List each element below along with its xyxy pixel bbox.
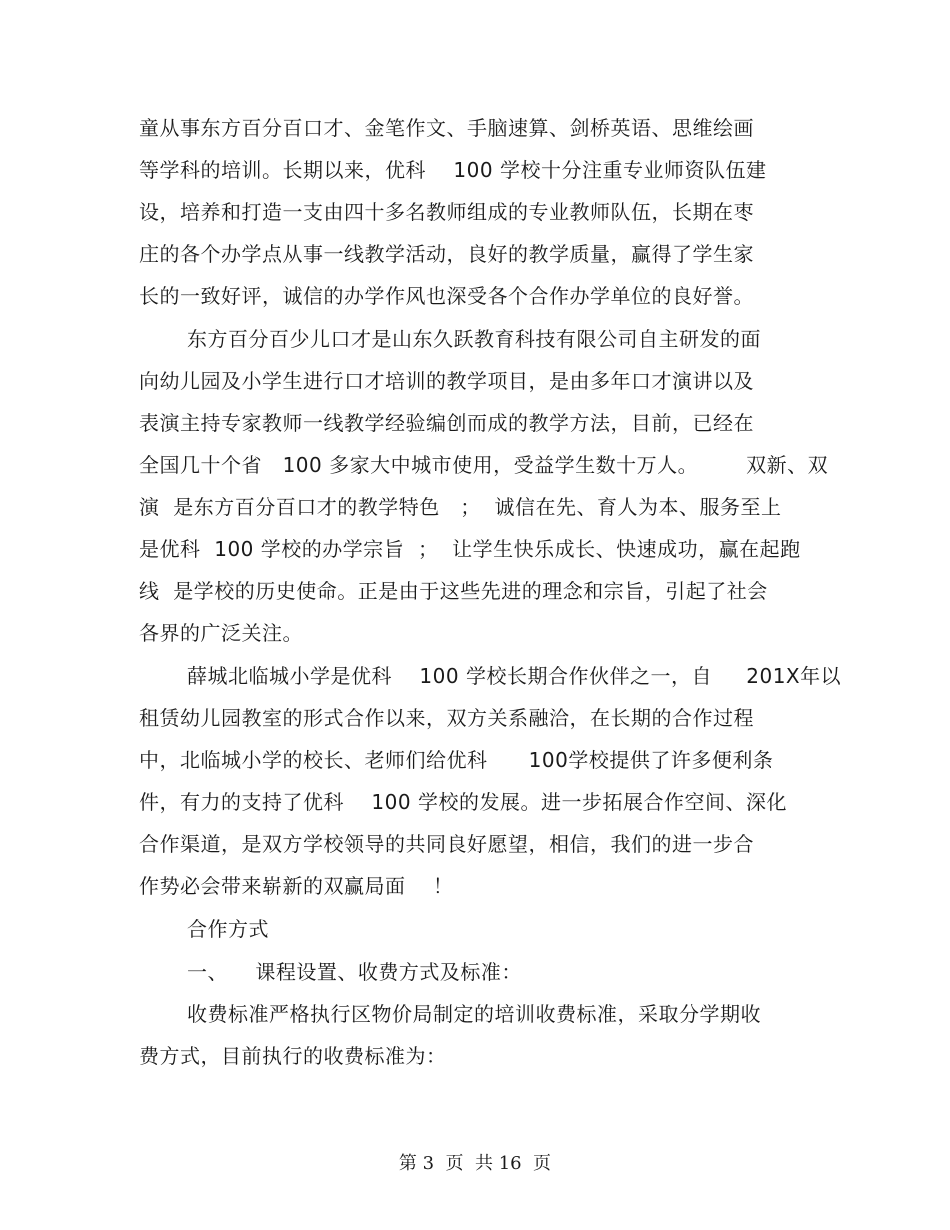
- text-line: 租赁幼儿园教室的形式合作以来，双方关系融洽，在长期的合作过程: [139, 706, 754, 730]
- text-line: 长的一致好评，诚信的办学作风也深受各个合作办学单位的良好誉。: [139, 284, 754, 308]
- page-footer: 第 3 页 共 16 页: [398, 1153, 552, 1174]
- paragraph-start-line: 东方百分百少儿口才是山东久跃教育科技有限公司自主研发的面: [187, 327, 761, 351]
- text-line: 中，北临城小学的校长、老师们给优科 100学校提供了许多便利条: [139, 748, 774, 772]
- text-line: 表演主持专家教师一线教学经验编创而成的教学方法，目前，已经在: [139, 411, 754, 435]
- text-line: 等学科的培训。长期以来，优科 100 学校十分注重专业师资队伍建: [139, 158, 767, 182]
- text-line: 作势必会带来崭新的双赢局面 ！: [139, 874, 454, 898]
- text-line: 件，有力的支持了优科 100 学校的发展。进一步拓展合作空间、深化: [139, 790, 787, 814]
- text-line: 全国几十个省 100 多家大中城市使用，受益学生数十万人。 双新、双: [139, 453, 829, 477]
- text-line: 向幼儿园及小学生进行口才培训的教学项目，是由多年口才演讲以及: [139, 369, 754, 393]
- section-heading: 合作方式: [187, 917, 269, 941]
- subsection-heading: 一、 课程设置、收费方式及标准：: [187, 960, 522, 984]
- text-line: 费方式，目前执行的收费标准为：: [139, 1044, 447, 1068]
- paragraph-start-line: 薛城北临城小学是优科 100 学校长期合作伙伴之一，自 201X年以: [187, 664, 842, 688]
- text-line: 各界的广泛关注。: [139, 621, 303, 645]
- text-line: 设，培养和打造一支由四十多名教师组成的专业教师队伍，长期在枣: [139, 200, 754, 224]
- text-line: 童从事东方百分百口才、金笔作文、手脑速算、剑桥英语、思维绘画: [139, 116, 754, 140]
- text-line: 线 是学校的历史使命。正是由于这些先进的理念和宗旨，引起了社会: [139, 579, 768, 603]
- text-line: 演 是东方百分百口才的教学特色 ； 诚信在先、育人为本、服务至上: [139, 495, 782, 519]
- text-line: 是优科 100 学校的办学宗旨 ； 让学生快乐成长、快速成功，赢在起跑: [139, 537, 801, 561]
- text-line: 庄的各个办学点从事一线教学活动，良好的教学质量，赢得了学生家: [139, 242, 754, 266]
- text-line: 合作渠道，是双方学校领导的共同良好愿望，相信，我们的进一步合: [139, 832, 754, 856]
- paragraph-start-line: 收费标准严格执行区物价局制定的培训收费标准，采取分学期收: [187, 1002, 761, 1026]
